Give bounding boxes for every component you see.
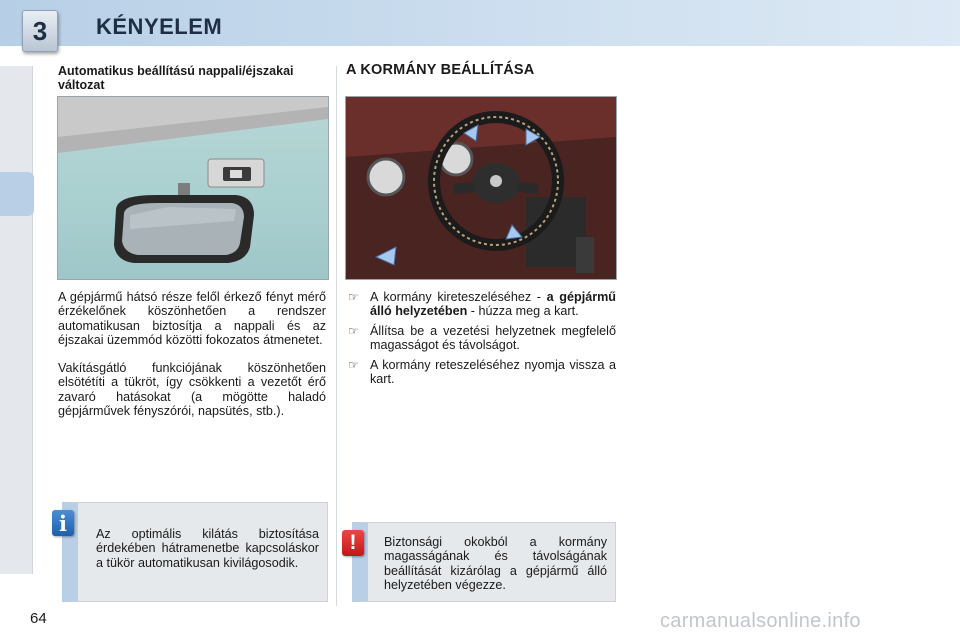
pointing-hand-icon: ☞ [348,290,359,304]
chapter-number-badge: 3 [22,10,58,52]
steering-wheel-illustration [346,97,616,279]
anti-glare-paragraph: Vakításgátló funkciójának köszönhetően elsötétíti a tükröt, így csökkenti a vezetőt érő zavaró hatásokat (a mögötte haladó gépjárművek fényszórói, napsütés, stb.). [58,361,326,419]
chapter-title: KÉNYELEM [96,14,223,39]
watermark: carmanualsonline.info [660,610,861,632]
steering-section-heading: A KORMÁNY BEÁLLÍTÁSA [346,62,535,78]
mirror-description-paragraph: A gépjármű hátsó része felől érkező fényt mérő érzékelőnek köszönhetően a rendszer automatikusan biztosítja a nappali és az éjszakai üzemmód közötti fokozatos átmenetet. [58,290,326,348]
steering-steps-list [346,290,616,391]
list-item: ☞ A kormány reteszeléséhez nyomja vissza a kart. [348,357,616,387]
warning-note-text: Biztonsági okokból a kormány magasságának és távolságának beállítását kizárólag a gépjármű álló helyzetében végezze. [384,535,607,593]
pointing-hand-icon: ☞ [348,323,359,338]
steering-wheel-photo [345,96,617,280]
info-icon: i [52,510,74,536]
side-rail [0,66,33,574]
warning-note-box [352,522,616,602]
warning-icon: ! [342,530,364,556]
info-note-box [62,502,328,602]
info-note-text: Az optimális kilátás biztosítása érdekében hátramenetbe kapcsoláskor a tükör automatikusan kivilágosodik. [96,527,319,570]
pointing-hand-icon: ☞ [348,357,359,372]
emphasis: a gépjármű álló helyzetében [370,290,616,319]
page-number: 64 [30,610,47,627]
rear-view-mirror-illustration [58,97,328,279]
mirror-section-heading: Automatikus beállítású nappali/éjszakai változat [58,64,294,92]
list-item: ☞ Állítsa be a vezetési helyzetnek megfelelő magasságot és távolságot. [348,323,616,353]
column-divider [336,66,337,606]
mirror-photo [57,96,329,280]
list-item: ☞ A kormány kireteszeléséhez - a gépjármű álló helyzetében - húzza meg a kart. [348,290,616,319]
side-chapter-tab [0,172,34,216]
